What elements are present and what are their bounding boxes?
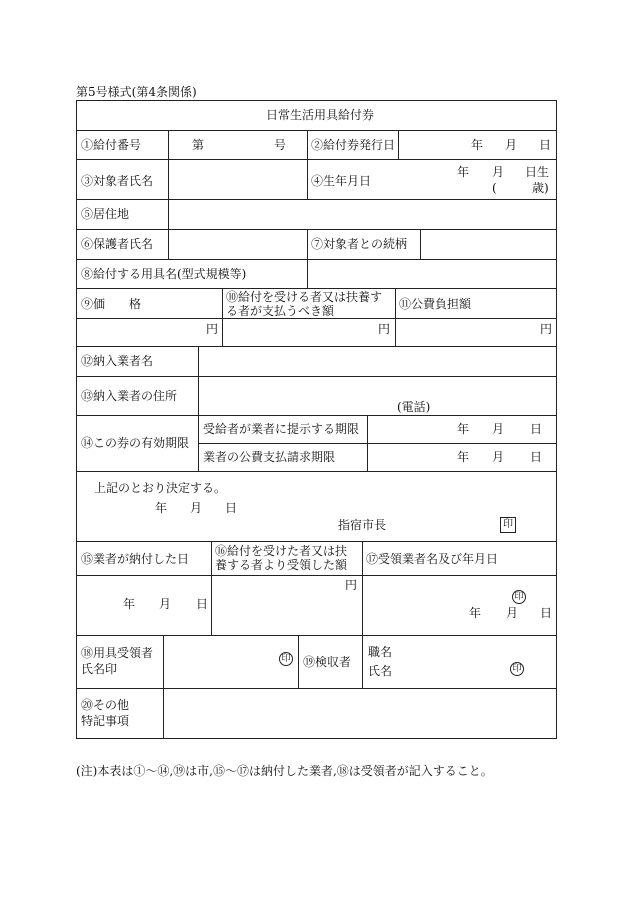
equipment-name-label: ⑧給付する用具名(型式規模等) xyxy=(81,267,247,281)
claim-month: 月 xyxy=(492,450,505,464)
row-divider xyxy=(76,346,557,347)
grant-number-label: ①給付番号 xyxy=(81,138,142,152)
inspector-seal-icon: 印 xyxy=(510,662,524,676)
col-divider xyxy=(168,130,169,159)
claim-deadline-label: 業者の公費支払請求期限 xyxy=(203,450,336,464)
public-expense-yen: 円 xyxy=(540,322,553,336)
voucher-form xyxy=(76,100,557,739)
issue-day: 日 xyxy=(539,138,552,152)
supplier-name-label: ⑫納入業者名 xyxy=(81,354,154,368)
claim-year: 年 xyxy=(457,450,470,464)
row-divider xyxy=(76,688,557,689)
claim-day: 日 xyxy=(530,450,543,464)
age-open-paren: ( xyxy=(492,181,497,195)
remarks-label-line1: ⑳その他 xyxy=(81,698,130,712)
self-pay-label-line2: る者が支払うべき額 xyxy=(226,304,335,318)
received-amount-yen: 円 xyxy=(345,578,358,592)
phone-label: (電話) xyxy=(397,400,431,414)
supplier-address-label: ⑬納入業者の住所 xyxy=(81,389,178,403)
col-divider xyxy=(198,346,199,471)
row-divider xyxy=(76,376,557,377)
col-divider xyxy=(298,635,299,688)
delivery-year: 年 xyxy=(123,597,136,611)
row-divider xyxy=(76,541,557,542)
birth-day: 日生 xyxy=(525,165,550,179)
decision-month: 月 xyxy=(190,501,203,515)
relationship-label: ⑦対象者との続柄 xyxy=(311,237,408,251)
delivery-date-label: ⑮業者が納付した日 xyxy=(81,552,190,566)
decision-day: 日 xyxy=(225,501,238,515)
issue-year: 年 xyxy=(471,138,484,152)
receipt-day: 日 xyxy=(540,606,553,620)
recipient-label-line2: 氏名印 xyxy=(81,662,118,676)
col-divider xyxy=(362,635,363,688)
guardian-name-label: ⑥保護者氏名 xyxy=(81,237,154,251)
row-divider xyxy=(76,199,557,200)
row-divider xyxy=(76,229,557,230)
supplier-seal-icon: 印 xyxy=(512,590,526,604)
receiving-supplier-label: ⑰受領業者名及び年月日 xyxy=(366,552,499,566)
row-divider xyxy=(76,471,557,472)
received-amount-label-line2: 養する者より受領した額 xyxy=(215,558,348,572)
self-pay-label-line1: ⑩給付を受ける者又は扶養す xyxy=(226,290,383,304)
col-divider xyxy=(211,541,212,635)
footnote: (注)本表は①〜⑭,⑲は市,⑮〜⑰は納付した業者,⑱は受領者が記入すること。 xyxy=(76,764,493,778)
col-divider xyxy=(307,130,308,199)
col-divider xyxy=(168,159,169,199)
col-divider xyxy=(395,288,396,346)
form-title: 日常生活用具給付券 xyxy=(265,108,374,122)
present-year: 年 xyxy=(457,422,470,436)
inspector-name-label: 氏名 xyxy=(368,664,393,678)
inspector-label: ⑲検収者 xyxy=(303,655,352,669)
row-divider xyxy=(76,318,557,319)
birthdate-label: ④生年月日 xyxy=(311,174,372,188)
decision-text: 上記のとおり決定する。 xyxy=(94,481,227,495)
decision-year: 年 xyxy=(155,501,168,515)
row-divider xyxy=(76,635,557,636)
mayor-seal-icon: 印 xyxy=(503,519,513,530)
col-divider xyxy=(307,259,308,288)
receipt-month: 月 xyxy=(506,606,519,620)
grant-number-dai: 第 xyxy=(192,138,205,152)
col-divider xyxy=(222,288,223,346)
issue-date-label: ②給付券発行日 xyxy=(311,138,396,152)
col-divider xyxy=(168,199,169,259)
delivery-month: 月 xyxy=(159,597,172,611)
col-divider xyxy=(398,130,399,159)
issue-month: 月 xyxy=(505,138,518,152)
row-divider xyxy=(76,259,557,260)
row-divider xyxy=(76,159,557,160)
col-divider xyxy=(420,229,421,259)
remarks-label-line2: 特記事項 xyxy=(81,714,130,728)
col-divider xyxy=(163,635,164,739)
col-divider xyxy=(367,415,368,471)
self-pay-yen: 円 xyxy=(378,322,391,336)
row-divider xyxy=(76,415,557,416)
recipient-label-line1: ⑱用具受領者 xyxy=(81,646,154,660)
row-divider xyxy=(76,575,557,576)
received-amount-label-line1: ⑯給付を受けた者又は扶 xyxy=(215,544,348,558)
row-divider xyxy=(76,288,557,289)
price-yen: 円 xyxy=(206,322,219,336)
delivery-day: 日 xyxy=(196,597,209,611)
inspector-position-label: 職名 xyxy=(368,645,393,659)
mayor-seal-box xyxy=(500,517,516,533)
row-divider xyxy=(76,130,557,131)
row-divider xyxy=(198,443,557,444)
age-label: 歳) xyxy=(532,181,549,195)
present-day: 日 xyxy=(530,422,543,436)
col-divider xyxy=(362,541,363,635)
expiry-label: ⑭この券の有効期限 xyxy=(81,436,190,450)
residence-label: ⑤居住地 xyxy=(81,207,130,221)
price-label: ⑨価 格 xyxy=(81,297,142,311)
col-divider xyxy=(307,229,308,259)
public-expense-label: ⑪公費負担額 xyxy=(399,297,472,311)
birth-year: 年 xyxy=(457,165,470,179)
receipt-year: 年 xyxy=(469,606,482,620)
birth-month: 月 xyxy=(492,165,505,179)
form-number-label: 第5号様式(第4条関係) xyxy=(76,85,197,99)
present-deadline-label: 受給者が業者に提示する期限 xyxy=(203,422,360,436)
subject-name-label: ③対象者氏名 xyxy=(81,174,154,188)
recipient-seal-icon: 印 xyxy=(279,652,293,666)
mayor-label: 指宿市長 xyxy=(338,518,387,532)
grant-number-go: 号 xyxy=(274,138,287,152)
present-month: 月 xyxy=(492,422,505,436)
